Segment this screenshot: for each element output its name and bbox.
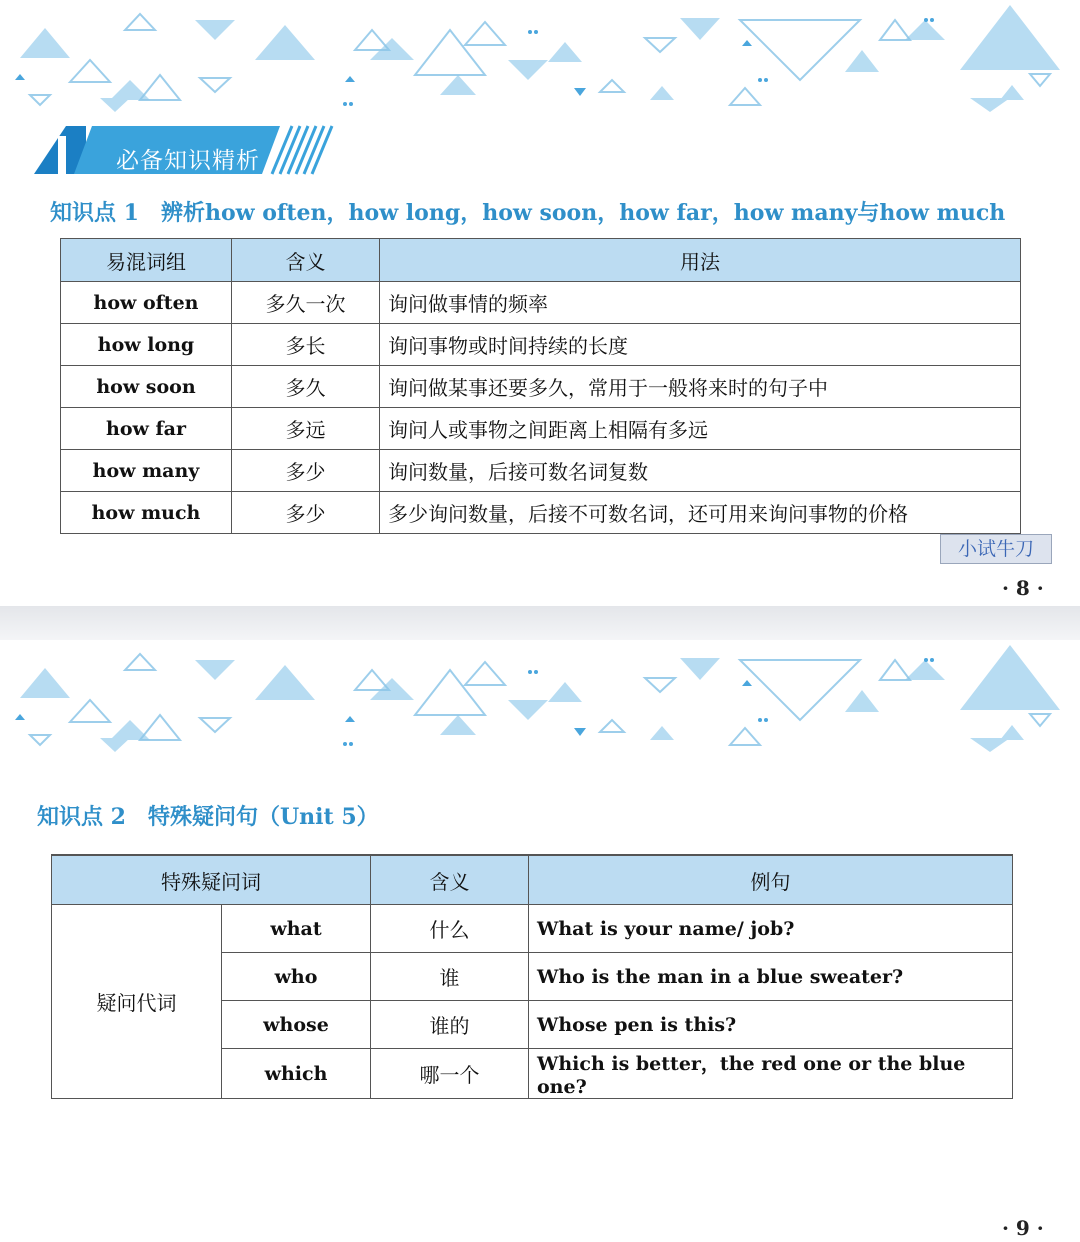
meaning-cell: 多远 [232, 408, 380, 450]
meaning-cell: 多久一次 [232, 282, 380, 324]
table-row [61, 282, 1021, 324]
meaning-cell: 哪一个 [371, 1049, 529, 1099]
phrase-cell: how many [61, 450, 232, 492]
knowledge-point-2-title [37, 800, 379, 831]
kp2-text: 特殊疑问句（Unit 5） [147, 804, 379, 830]
example-cell: What is your name/ job? [529, 905, 1013, 953]
usage-cell: 多少询问数量，后接不可数名词，还可用来询问事物的价格 [380, 492, 1021, 534]
meaning-cell: 多久 [232, 366, 380, 408]
phrase-cell: how soon [61, 366, 232, 408]
kp1-number: 知识点 1 [50, 200, 139, 226]
usage-cell: 询问事物或时间持续的长度 [380, 324, 1021, 366]
example-cell: Whose pen is this? [529, 1001, 1013, 1049]
header-usage: 用法 [380, 239, 1021, 282]
page-9 [0, 640, 1080, 1242]
table-row [61, 450, 1021, 492]
word-cell: who [222, 953, 371, 1001]
usage-cell: 询问人或事物之间距离上相隔有多远 [380, 408, 1021, 450]
meaning-cell: 什么 [371, 905, 529, 953]
meaning-cell: 多少 [232, 450, 380, 492]
example-cell: Who is the man in a blue sweater? [529, 953, 1013, 1001]
group-label: 疑问代词 [52, 905, 222, 1099]
usage-cell: 询问数量，后接可数名词复数 [380, 450, 1021, 492]
banner-title: 必备知识精析 [116, 148, 260, 174]
meaning-cell: 谁 [371, 953, 529, 1001]
table-row [61, 492, 1021, 534]
header-example: 例句 [529, 855, 1013, 905]
table-row [61, 366, 1021, 408]
example-cell: Which is better，the red one or the blue one? [529, 1049, 1013, 1099]
kp1-text: 辨析how often，how long，how soon，how far，how many与how much [160, 200, 1006, 226]
phrase-cell: how long [61, 324, 232, 366]
question-words-table [51, 854, 1013, 1099]
usage-cell: 询问做某事还要多久，常用于一般将来时的句子中 [380, 366, 1021, 408]
triangle-decoration [0, 640, 1080, 770]
word-cell: what [222, 905, 371, 953]
table-header-row [61, 239, 1021, 282]
knowledge-point-1-title [50, 196, 1005, 227]
word-cell: which [222, 1049, 371, 1099]
header-question-word: 特殊疑问词 [52, 855, 371, 905]
page-8 [0, 0, 1080, 606]
table-row [61, 324, 1021, 366]
phrase-cell: how much [61, 492, 232, 534]
meaning-cell: 多长 [232, 324, 380, 366]
header-meaning: 含义 [232, 239, 380, 282]
kp2-number: 知识点 2 [37, 804, 126, 830]
try-it-button[interactable]: 小试牛刀 [940, 534, 1052, 564]
usage-cell: 询问做事情的频率 [380, 282, 1021, 324]
table-header-row [52, 855, 1013, 905]
meaning-cell: 多少 [232, 492, 380, 534]
comparison-table [60, 238, 1021, 534]
table-row [61, 408, 1021, 450]
word-cell: whose [222, 1001, 371, 1049]
table-row [52, 905, 1013, 953]
page-number: · 9 · [1002, 1216, 1044, 1240]
page-divider [0, 606, 1080, 640]
phrase-cell: how often [61, 282, 232, 324]
section-banner [30, 122, 340, 178]
meaning-cell: 谁的 [371, 1001, 529, 1049]
page-number: · 8 · [1002, 576, 1044, 600]
header-meaning: 含义 [371, 855, 529, 905]
phrase-cell: how far [61, 408, 232, 450]
header-phrase: 易混词组 [61, 239, 232, 282]
triangle-decoration [0, 0, 1080, 130]
